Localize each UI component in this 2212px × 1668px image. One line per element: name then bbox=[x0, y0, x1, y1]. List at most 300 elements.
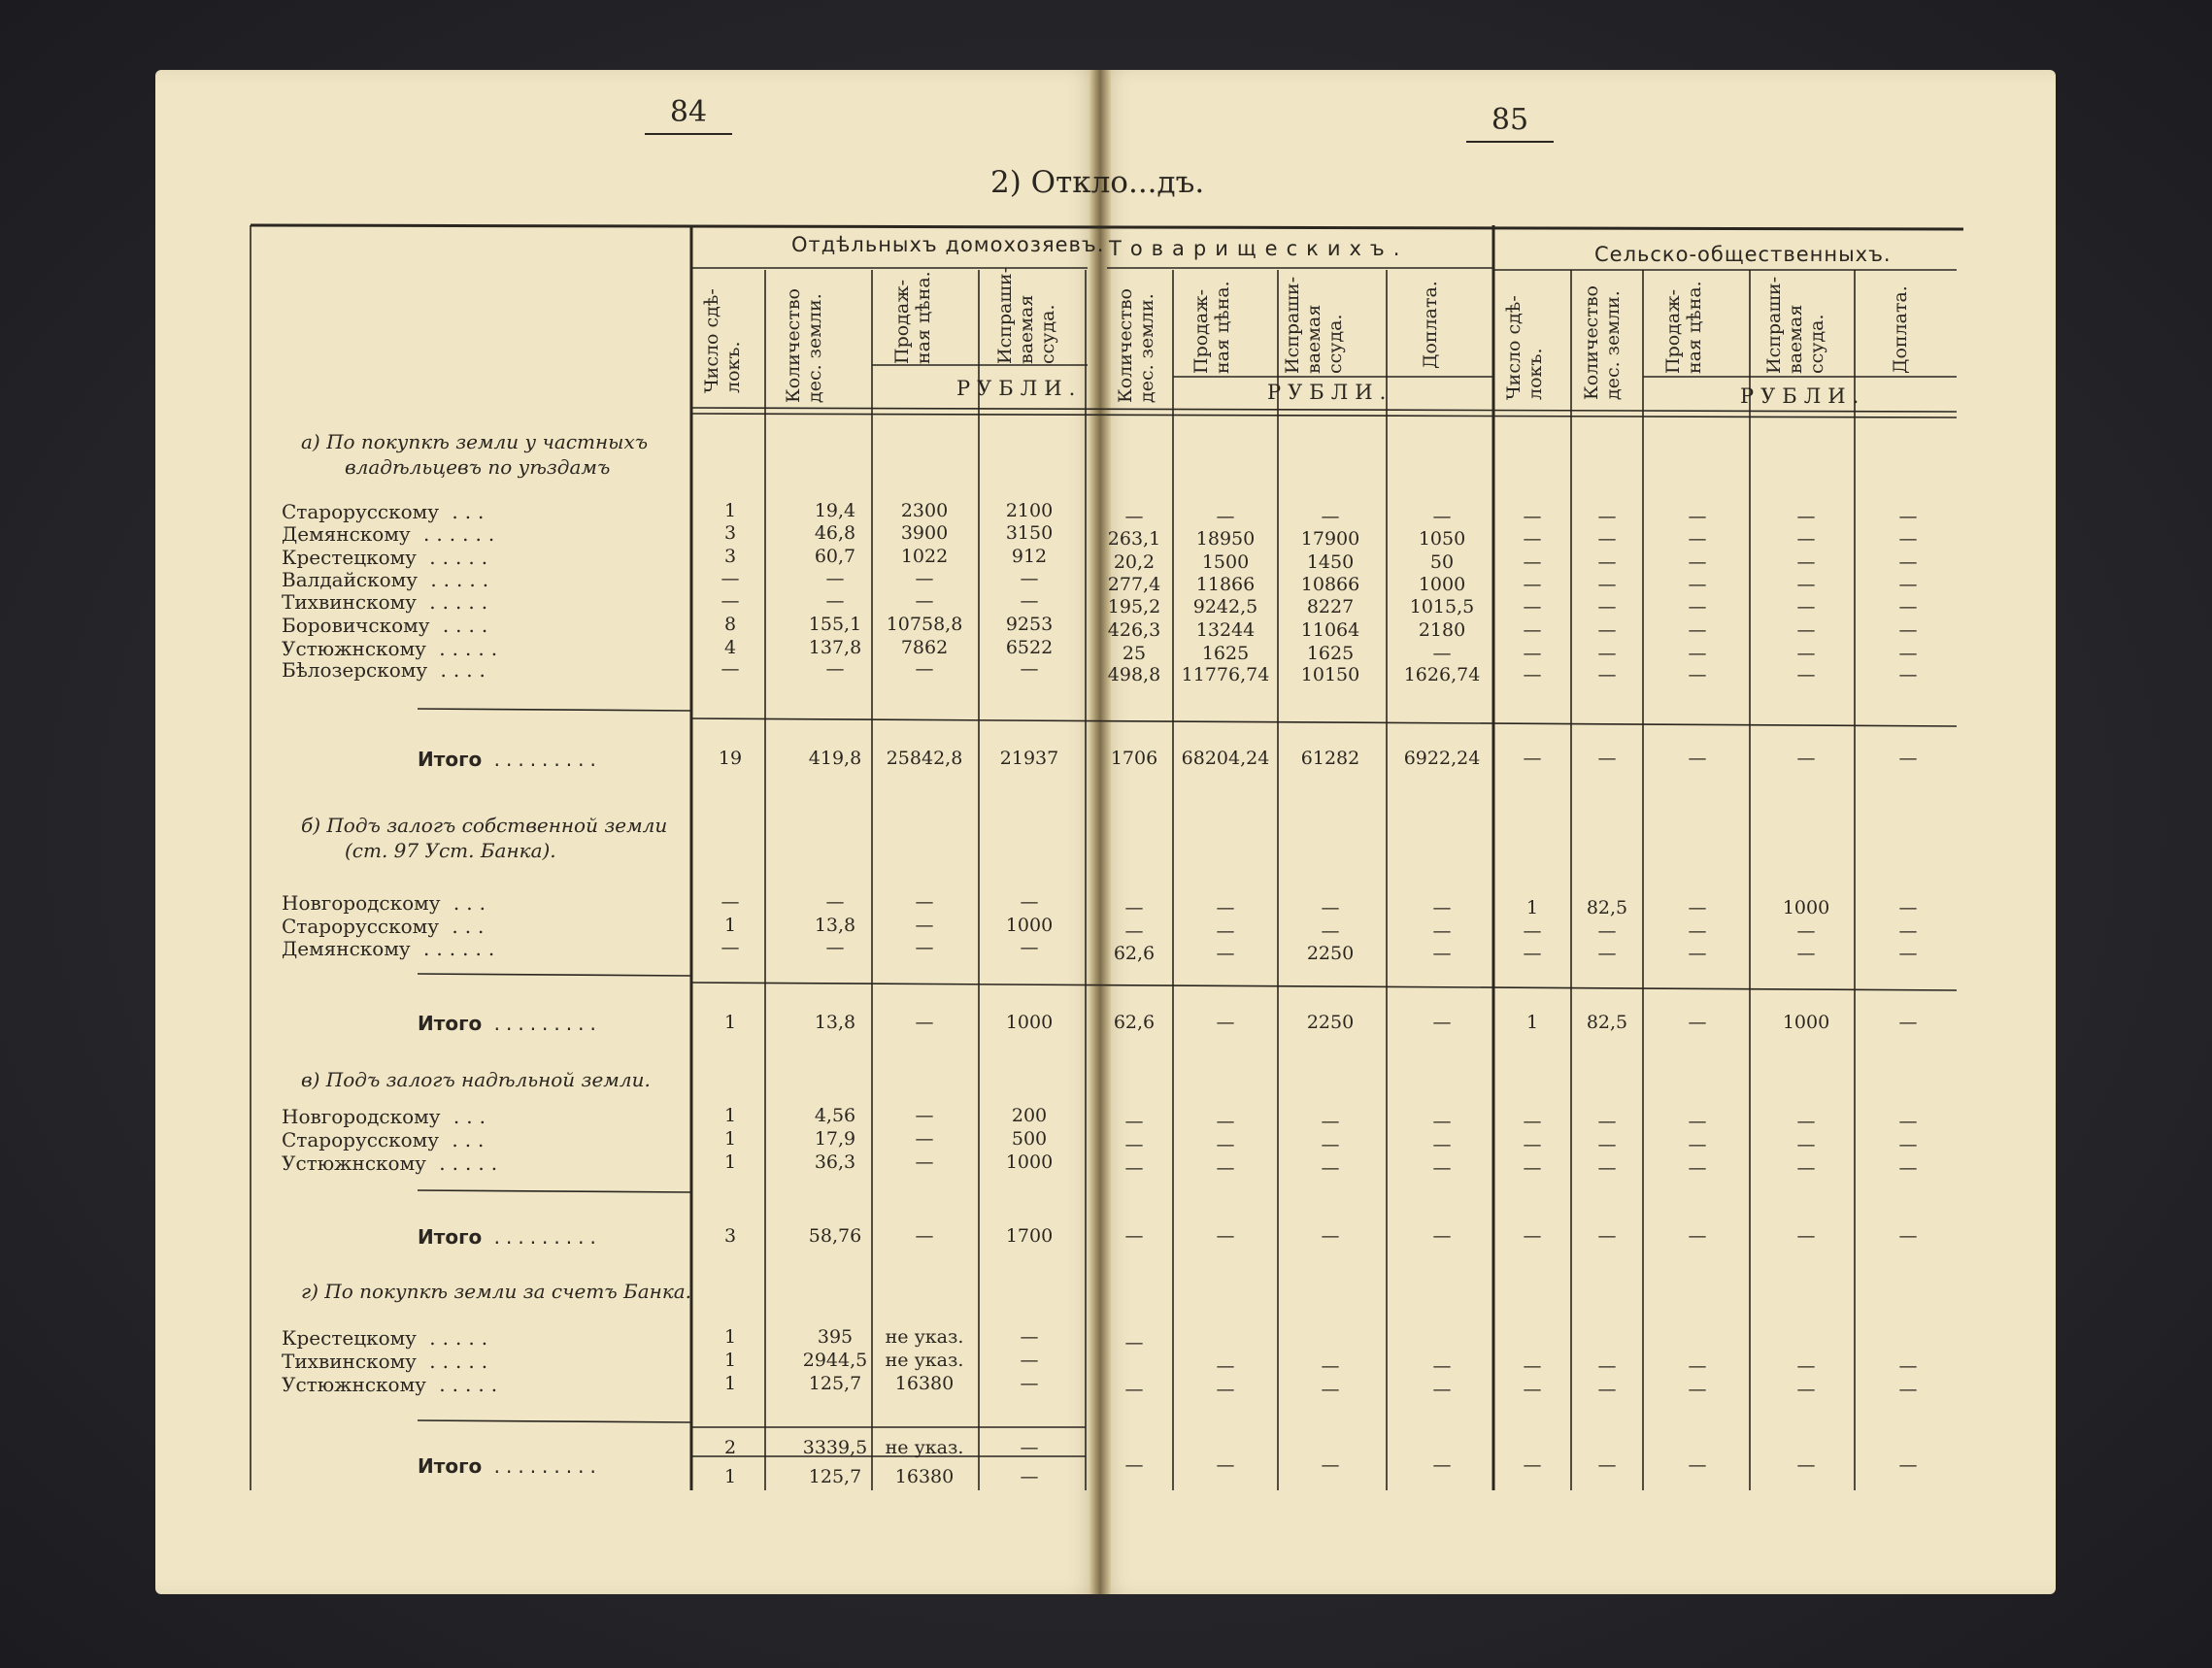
total-cell: 3 bbox=[723, 1225, 737, 1247]
rubli-label: РУБЛИ. bbox=[956, 377, 1083, 400]
table-cell: 137,8 bbox=[808, 637, 862, 658]
section-title: 2) Откло...дъ. bbox=[990, 165, 1205, 200]
leader-dots: ..... bbox=[416, 546, 495, 569]
table-cell: 1000 bbox=[1782, 897, 1830, 918]
leader-dots: ..... bbox=[417, 568, 496, 591]
table-cell: 20,2 bbox=[1113, 551, 1156, 573]
table-cell: 1 bbox=[723, 1326, 737, 1348]
col-header-deals-sel: Число сдѣ- локъ. bbox=[1503, 295, 1546, 400]
table-cell: 50 bbox=[1429, 551, 1455, 573]
table-cell: 46,8 bbox=[814, 522, 856, 544]
total-cell: — bbox=[1688, 1454, 1707, 1476]
table-cell: — bbox=[1688, 643, 1707, 664]
section-heading: (ст. 97 Уст. Банка). bbox=[345, 839, 556, 862]
leader-dots: ... bbox=[440, 891, 492, 915]
row-label bbox=[282, 1373, 504, 1396]
table-cell: — bbox=[1432, 1157, 1452, 1179]
table-cell: не указ. bbox=[885, 1326, 964, 1348]
total-row-label bbox=[418, 1454, 602, 1478]
table-cell: — bbox=[1796, 506, 1816, 527]
table-cell: — bbox=[1898, 506, 1918, 527]
table-cell: — bbox=[1020, 1326, 1039, 1348]
table-cell: 498,8 bbox=[1107, 664, 1161, 685]
table-cell: 25 bbox=[1122, 643, 1147, 664]
table-cell: — bbox=[1898, 643, 1918, 664]
total-cell: — bbox=[1597, 1454, 1617, 1476]
table-cell: — bbox=[1523, 664, 1542, 685]
district-name: Устюжнскому bbox=[282, 1151, 426, 1175]
row-label bbox=[282, 1326, 494, 1350]
total-cell: 61282 bbox=[1300, 748, 1360, 769]
total-cell: 16380 bbox=[894, 1466, 955, 1487]
table-cell: 2300 bbox=[900, 500, 949, 521]
table-cell: 36,3 bbox=[814, 1151, 856, 1173]
table-cell: — bbox=[1216, 1355, 1235, 1377]
district-name: Боровичскому bbox=[282, 614, 430, 637]
table-cell: 3 bbox=[723, 522, 737, 544]
table-cell: — bbox=[1124, 1111, 1144, 1132]
district-name: Бѣлозерскому bbox=[282, 658, 428, 682]
table-cell: 1 bbox=[723, 1128, 737, 1150]
leader-dots: .... bbox=[427, 658, 492, 682]
table-cell: 195,2 bbox=[1107, 596, 1161, 617]
table-cell: — bbox=[1688, 920, 1707, 942]
table-cell: — bbox=[1124, 897, 1144, 918]
table-cell: — bbox=[1432, 943, 1452, 964]
table-cell: 82,5 bbox=[1586, 897, 1628, 918]
total-label: Итого bbox=[418, 1454, 483, 1478]
total-cell: 1000 bbox=[1005, 1012, 1054, 1033]
table-cell: — bbox=[1020, 1350, 1039, 1371]
table-cell: — bbox=[1216, 920, 1235, 942]
table-cell: — bbox=[915, 658, 934, 680]
table-cell: — bbox=[1688, 506, 1707, 527]
table-cell: — bbox=[1597, 619, 1617, 641]
table-cell: — bbox=[1898, 943, 1918, 964]
table-cell: — bbox=[1796, 551, 1816, 573]
col-header-loan-sel: Испраши- ваемая ссуда. bbox=[1763, 276, 1827, 374]
table-cell: — bbox=[721, 937, 740, 958]
table-cell: 11866 bbox=[1195, 574, 1256, 595]
total-cell: не указ. bbox=[885, 1437, 964, 1458]
table-cell: — bbox=[1597, 664, 1617, 685]
table-cell: 1000 bbox=[1005, 915, 1054, 936]
total-cell: — bbox=[1124, 1454, 1144, 1476]
total-cell: — bbox=[1796, 748, 1816, 769]
district-name: Устюжнскому bbox=[282, 637, 426, 660]
table-cell: — bbox=[1432, 506, 1452, 527]
table-cell: 1000 bbox=[1418, 574, 1466, 595]
total-cell: — bbox=[915, 1012, 934, 1033]
table-cell: — bbox=[1321, 1379, 1340, 1400]
table-cell: — bbox=[1898, 920, 1918, 942]
table-cell: 10150 bbox=[1300, 664, 1360, 685]
table-cell: 4 bbox=[723, 637, 737, 658]
table-cell: — bbox=[1432, 1134, 1452, 1155]
table-cell: — bbox=[1523, 1355, 1542, 1377]
table-cell: — bbox=[1688, 664, 1707, 685]
table-cell: — bbox=[1688, 943, 1707, 964]
district-name: Устюжнскому bbox=[282, 1373, 426, 1396]
total-cell: 82,5 bbox=[1586, 1012, 1628, 1033]
rubli-label-sel: РУБЛИ. bbox=[1740, 384, 1866, 408]
table-cell: 1 bbox=[723, 500, 737, 521]
leader-dots: ......... bbox=[482, 1012, 602, 1035]
table-cell: — bbox=[1216, 943, 1235, 964]
table-cell: — bbox=[1597, 1379, 1617, 1400]
col-header-price-sel: Продаж- ная цѣна. bbox=[1662, 281, 1705, 374]
table-cell: — bbox=[1796, 643, 1816, 664]
district-name: Демянскому bbox=[282, 522, 411, 546]
district-name: Тихвинскому bbox=[282, 1350, 417, 1373]
table-cell: 1 bbox=[723, 1350, 737, 1371]
district-name: Старорусскому bbox=[282, 1128, 439, 1151]
table-cell: — bbox=[1796, 664, 1816, 685]
total-cell: — bbox=[1523, 1225, 1542, 1247]
table-cell: 7862 bbox=[900, 637, 949, 658]
table-cell: 1 bbox=[1525, 897, 1539, 918]
table-cell: — bbox=[1898, 1355, 1918, 1377]
leader-dots: ......... bbox=[482, 748, 602, 771]
table-cell: — bbox=[1124, 506, 1144, 527]
row-label bbox=[282, 546, 494, 569]
row-label bbox=[282, 658, 492, 682]
table-cell: 263,1 bbox=[1107, 528, 1161, 550]
table-cell: — bbox=[721, 568, 740, 589]
total-cell: — bbox=[1688, 1225, 1707, 1247]
table-cell: — bbox=[1796, 574, 1816, 595]
table-cell: 2250 bbox=[1306, 943, 1355, 964]
table-cell: 8 bbox=[723, 614, 737, 635]
total-cell: — bbox=[1523, 748, 1542, 769]
table-cell: — bbox=[1432, 1379, 1452, 1400]
total-cell: — bbox=[1597, 1225, 1617, 1247]
total-cell: — bbox=[1688, 1012, 1707, 1033]
table-cell: — bbox=[1523, 1157, 1542, 1179]
district-name: Тихвинскому bbox=[282, 590, 417, 614]
table-cell: — bbox=[721, 658, 740, 680]
total-cell: 13,8 bbox=[814, 1012, 856, 1033]
total-cell: — bbox=[1432, 1012, 1452, 1033]
leader-dots: ..... bbox=[425, 1151, 505, 1175]
leader-dots: ..... bbox=[416, 1326, 495, 1350]
table-cell: 1015,5 bbox=[1409, 596, 1475, 617]
district-name: Новгородскому bbox=[282, 891, 441, 915]
total-label: Итого bbox=[418, 1012, 483, 1035]
section-heading: в) Подъ залогъ надѣльной земли. bbox=[301, 1068, 651, 1091]
table-cell: — bbox=[1523, 943, 1542, 964]
table-cell: — bbox=[1216, 897, 1235, 918]
leader-dots: ..... bbox=[425, 1373, 505, 1396]
table-cell: 1625 bbox=[1201, 643, 1250, 664]
col-header-area-tov: Количество дес. земли. bbox=[1115, 288, 1157, 403]
district-name: Старорусскому bbox=[282, 915, 439, 938]
group-header-partnership: Товарищескихъ. bbox=[1109, 237, 1409, 260]
table-cell: 62,6 bbox=[1113, 943, 1156, 964]
table-cell: не указ. bbox=[885, 1350, 964, 1371]
table-cell: 1625 bbox=[1306, 643, 1355, 664]
table-cell: 13244 bbox=[1195, 619, 1256, 641]
table-cell: — bbox=[915, 1151, 934, 1173]
table-cell: 155,1 bbox=[808, 614, 862, 635]
total-cell: 3339,5 bbox=[802, 1437, 868, 1458]
table-cell: — bbox=[915, 590, 934, 612]
district-name: Валдайскому bbox=[282, 568, 418, 591]
table-cell: — bbox=[1597, 506, 1617, 527]
total-cell: — bbox=[1216, 1454, 1235, 1476]
table-cell: — bbox=[1796, 596, 1816, 617]
section-heading: г) По покупкѣ земли за счетъ Банка. bbox=[301, 1280, 692, 1303]
table-cell: 1 bbox=[723, 1105, 737, 1126]
table-cell: — bbox=[1597, 943, 1617, 964]
table-cell: — bbox=[1688, 528, 1707, 550]
table-cell: 1500 bbox=[1201, 551, 1250, 573]
table-cell: 277,4 bbox=[1107, 574, 1161, 595]
table-cell: — bbox=[1898, 1379, 1918, 1400]
table-cell: — bbox=[1321, 1111, 1340, 1132]
table-cell: 1626,74 bbox=[1403, 664, 1481, 685]
district-name: Демянскому bbox=[282, 937, 411, 960]
table-cell: 19,4 bbox=[814, 500, 856, 521]
table-cell: — bbox=[1216, 1157, 1235, 1179]
table-cell: — bbox=[915, 1105, 934, 1126]
total-row-label bbox=[418, 1012, 602, 1035]
row-label bbox=[282, 915, 490, 938]
district-name: Крестецкому bbox=[282, 546, 417, 569]
table-cell: — bbox=[1597, 574, 1617, 595]
total-cell: 25842,8 bbox=[886, 748, 963, 769]
table-cell: — bbox=[1432, 1111, 1452, 1132]
total-label: Итого bbox=[418, 1225, 483, 1249]
table-cell: 6522 bbox=[1005, 637, 1054, 658]
table-cell: — bbox=[825, 658, 845, 680]
table-cell: — bbox=[1796, 1157, 1816, 1179]
table-cell: — bbox=[1898, 897, 1918, 918]
table-cell: — bbox=[1796, 1355, 1816, 1377]
table-cell: 1 bbox=[723, 915, 737, 936]
table-cell: — bbox=[1597, 551, 1617, 573]
table-cell: — bbox=[1597, 1157, 1617, 1179]
total-row-label bbox=[418, 748, 602, 771]
table-cell: — bbox=[915, 891, 934, 913]
table-cell: — bbox=[915, 1128, 934, 1150]
table-cell: — bbox=[1523, 528, 1542, 550]
total-cell: 2 bbox=[723, 1437, 737, 1458]
col-header-area-sel: Количество дес. земли. bbox=[1581, 285, 1624, 400]
total-cell: 62,6 bbox=[1113, 1012, 1156, 1033]
table-cell: — bbox=[1688, 551, 1707, 573]
group-header-community: Сельско-общественныхъ. bbox=[1594, 243, 1892, 266]
table-cell: — bbox=[1020, 1373, 1039, 1394]
total-cell: — bbox=[1321, 1454, 1340, 1476]
leader-dots: ... bbox=[440, 1105, 492, 1128]
row-label bbox=[282, 614, 494, 637]
table-cell: — bbox=[1523, 551, 1542, 573]
table-cell: — bbox=[1796, 1379, 1816, 1400]
table-cell: — bbox=[1796, 619, 1816, 641]
leader-dots: ... bbox=[438, 500, 491, 523]
table-cell: — bbox=[1216, 1379, 1235, 1400]
total-cell: 6922,24 bbox=[1403, 748, 1481, 769]
table-cell: 3150 bbox=[1005, 522, 1054, 544]
table-cell: — bbox=[1523, 1379, 1542, 1400]
col-header-deals: Число сдѣ- локъ. bbox=[701, 288, 744, 393]
table-cell: — bbox=[1523, 920, 1542, 942]
leader-dots: ... bbox=[438, 915, 491, 938]
table-cell: — bbox=[1688, 1157, 1707, 1179]
table-cell: — bbox=[1321, 506, 1340, 527]
table-cell: 1 bbox=[723, 1151, 737, 1173]
table-cell: — bbox=[1796, 920, 1816, 942]
table-cell: — bbox=[1898, 1157, 1918, 1179]
table-cell: — bbox=[1321, 1157, 1340, 1179]
table-cell: 200 bbox=[1011, 1105, 1048, 1126]
col-header-loan: Испраши- ваемая ссуда. bbox=[994, 266, 1058, 364]
table-cell: 1450 bbox=[1306, 551, 1355, 573]
total-cell: — bbox=[1796, 1225, 1816, 1247]
table-cell: — bbox=[1688, 897, 1707, 918]
table-cell: — bbox=[721, 891, 740, 913]
table-cell: — bbox=[1124, 1157, 1144, 1179]
total-cell: — bbox=[1124, 1225, 1144, 1247]
table-cell: 125,7 bbox=[808, 1373, 862, 1394]
table-cell: — bbox=[1796, 943, 1816, 964]
table-cell: — bbox=[1432, 1355, 1452, 1377]
table-cell: — bbox=[1523, 619, 1542, 641]
total-cell: 1 bbox=[723, 1012, 737, 1033]
total-cell: — bbox=[1898, 1225, 1918, 1247]
total-cell: — bbox=[1020, 1466, 1039, 1487]
table-cell: — bbox=[1688, 1134, 1707, 1155]
table-cell: 4,56 bbox=[814, 1105, 856, 1126]
table-cell: — bbox=[915, 568, 934, 589]
table-cell: 1022 bbox=[900, 546, 949, 567]
total-cell: — bbox=[1432, 1454, 1452, 1476]
leader-dots: ...... bbox=[410, 937, 502, 960]
row-label bbox=[282, 568, 495, 591]
leader-dots: ..... bbox=[416, 1350, 495, 1373]
table-cell: — bbox=[1898, 528, 1918, 550]
total-cell: — bbox=[1898, 1012, 1918, 1033]
section-heading: владѣльцевъ по уѣздамъ bbox=[345, 455, 611, 479]
table-cell: — bbox=[1898, 1111, 1918, 1132]
total-cell: — bbox=[1898, 748, 1918, 769]
total-row-label bbox=[418, 1225, 602, 1249]
table-cell: — bbox=[1523, 574, 1542, 595]
table-cell: — bbox=[1216, 1111, 1235, 1132]
section-heading: а) По покупкѣ земли у частныхъ bbox=[301, 430, 649, 453]
group-header-individual: Отдѣльныхъ домохозяевъ. bbox=[791, 233, 1105, 256]
table-cell: — bbox=[1898, 596, 1918, 617]
total-cell: 1000 bbox=[1782, 1012, 1830, 1033]
table-cell: — bbox=[1688, 574, 1707, 595]
total-cell: 21937 bbox=[999, 748, 1059, 769]
table-cell: 3900 bbox=[900, 522, 949, 544]
table-cell: 9242,5 bbox=[1192, 596, 1258, 617]
row-label bbox=[282, 522, 501, 546]
table-cell: — bbox=[1688, 1355, 1707, 1377]
table-cell: — bbox=[1020, 891, 1039, 913]
table-cell: — bbox=[1216, 1134, 1235, 1155]
total-cell: — bbox=[1688, 748, 1707, 769]
district-name: Новгородскому bbox=[282, 1105, 441, 1128]
table-cell: — bbox=[1124, 1332, 1144, 1353]
table-cell: 912 bbox=[1011, 546, 1048, 567]
table-cell: — bbox=[825, 568, 845, 589]
total-cell: — bbox=[1796, 1454, 1816, 1476]
table-cell: 395 bbox=[817, 1326, 854, 1348]
col-header-price: Продаж- ная цѣна. bbox=[891, 271, 934, 364]
table-cell: — bbox=[825, 937, 845, 958]
table-cell: — bbox=[1523, 1111, 1542, 1132]
row-label bbox=[282, 1151, 504, 1175]
table-cell: 17900 bbox=[1300, 528, 1360, 550]
table-cell: 500 bbox=[1011, 1128, 1048, 1150]
total-cell: 19 bbox=[718, 748, 743, 769]
table-cell: — bbox=[1523, 596, 1542, 617]
table-cell: — bbox=[1216, 506, 1235, 527]
total-cell: 1700 bbox=[1005, 1225, 1054, 1247]
total-cell: — bbox=[1020, 1437, 1039, 1458]
section-heading: б) Подъ залогъ собственной земли bbox=[301, 814, 668, 837]
table-cell: — bbox=[1020, 658, 1039, 680]
table-cell: — bbox=[1020, 937, 1039, 958]
table-cell: — bbox=[1796, 1134, 1816, 1155]
table-cell: — bbox=[1020, 568, 1039, 589]
total-cell: — bbox=[1898, 1454, 1918, 1476]
table-cell: 17,9 bbox=[814, 1128, 856, 1150]
table-cell: — bbox=[1321, 1134, 1340, 1155]
total-cell: — bbox=[1432, 1225, 1452, 1247]
table-cell: — bbox=[1597, 1111, 1617, 1132]
table-cell: — bbox=[915, 915, 934, 936]
leader-dots: .... bbox=[429, 614, 495, 637]
leader-dots: ..... bbox=[416, 590, 495, 614]
col-header-price-tov: Продаж- ная цѣна. bbox=[1190, 281, 1233, 374]
table-cell: 2944,5 bbox=[802, 1350, 868, 1371]
table-cell: 1 bbox=[723, 1373, 737, 1394]
table-cell: 9253 bbox=[1005, 614, 1054, 635]
col-header-surcharge-tov: Доплата. bbox=[1420, 281, 1441, 369]
row-label bbox=[282, 500, 490, 523]
table-cell: 3 bbox=[723, 546, 737, 567]
table-cell: — bbox=[1898, 1134, 1918, 1155]
total-cell: 68204,24 bbox=[1181, 748, 1270, 769]
total-cell: — bbox=[915, 1225, 934, 1247]
table-cell: — bbox=[721, 590, 740, 612]
page-number-left-text: 84 bbox=[669, 95, 708, 129]
total-cell: 419,8 bbox=[808, 748, 862, 769]
total-cell: 2250 bbox=[1306, 1012, 1355, 1033]
total-label: Итого bbox=[418, 748, 483, 771]
table-cell: — bbox=[1688, 619, 1707, 641]
row-label bbox=[282, 1350, 494, 1373]
total-cell: — bbox=[1597, 748, 1617, 769]
table-cell: — bbox=[1597, 596, 1617, 617]
page-number-right-text: 85 bbox=[1491, 103, 1529, 137]
leader-dots: ......... bbox=[482, 1454, 602, 1478]
table-cell: — bbox=[825, 590, 845, 612]
table-cell: 13,8 bbox=[814, 915, 856, 936]
table-cell: 18950 bbox=[1195, 528, 1256, 550]
row-label bbox=[282, 1105, 492, 1128]
row-label bbox=[282, 891, 492, 915]
table-cell: — bbox=[1688, 1111, 1707, 1132]
table-cell: — bbox=[1898, 574, 1918, 595]
table-cell: — bbox=[1523, 1134, 1542, 1155]
table-cell: — bbox=[1124, 1134, 1144, 1155]
row-label bbox=[282, 937, 501, 960]
